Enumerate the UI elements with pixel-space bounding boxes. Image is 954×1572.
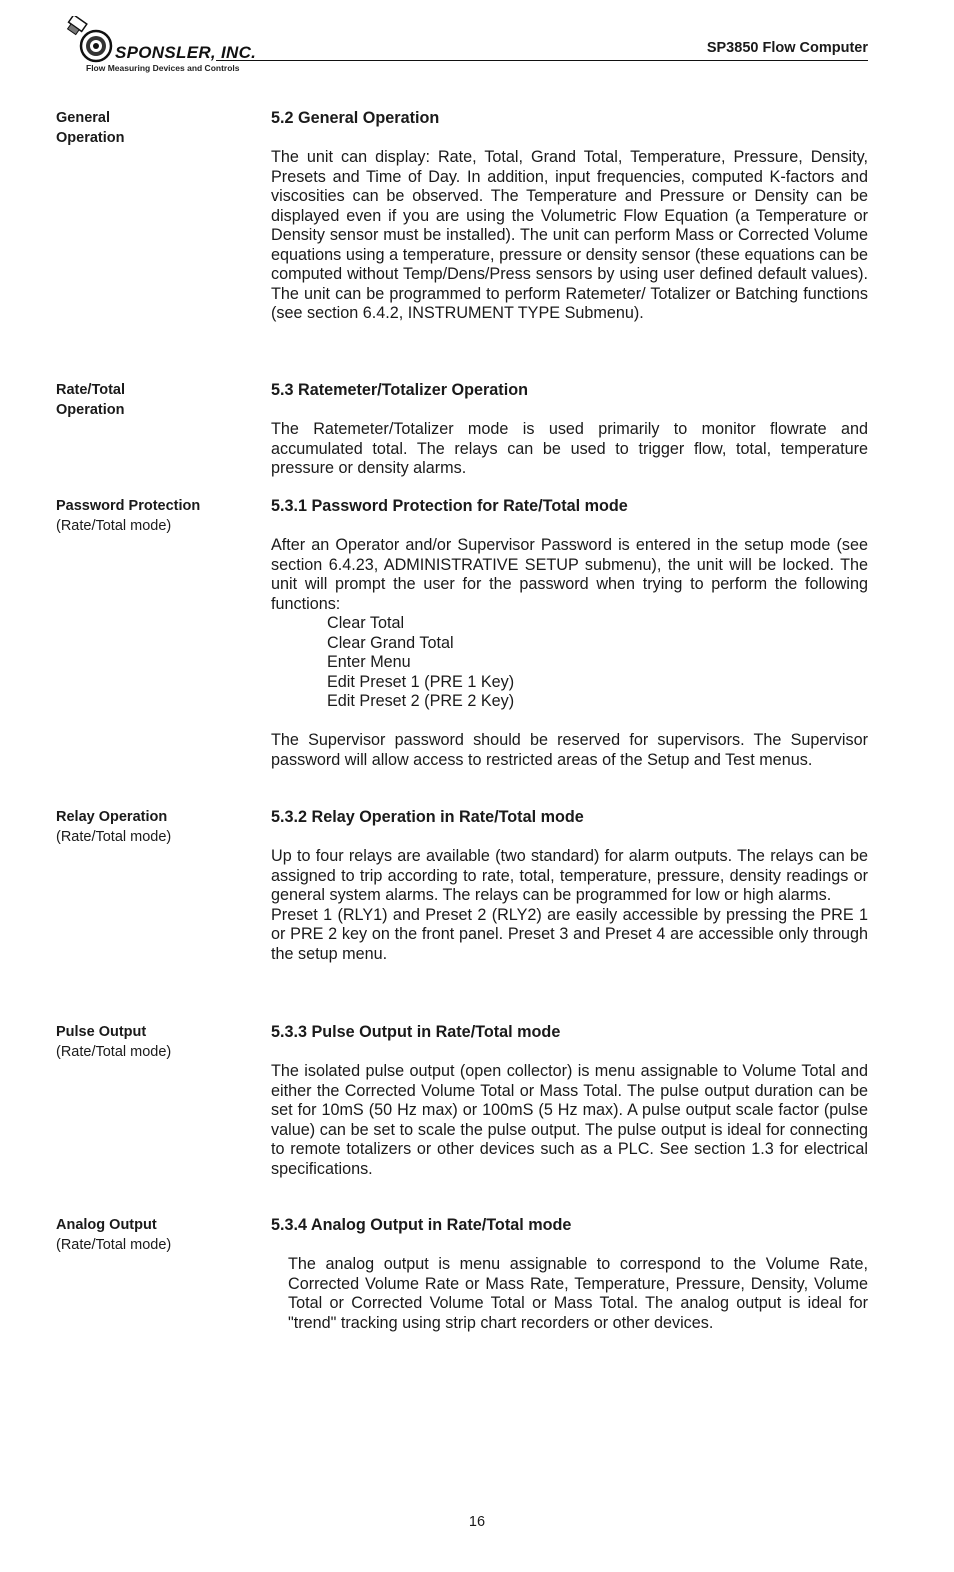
side-subtitle: (Rate/Total mode) [56, 1043, 172, 1060]
section-heading: 5.3.3 Pulse Output in Rate/Total mode [271, 1023, 561, 1041]
side-label [56, 1216, 256, 1255]
header-rule [216, 60, 868, 61]
function-list [271, 614, 868, 712]
paragraph: The isolated pulse output (open collector) is menu assignable to Volume Total and either the Corrected Volume Total or Mass Total. The pulse output duration can be set for 10mS (50 Hz max) or 100mS (5 Hz max). A pulse output scale factor (pulse value) can be set to scale the pulse output. The pulse output is ideal for connecting to remote totalizers or other devices such as a PLC. See section 1.3 for electrical specifications. [271, 1062, 868, 1178]
section-body [271, 109, 868, 324]
paragraph: Up to four relays are available (two standard) for alarm outputs. The relays can be assigned to trip according to rate, total, temperature, pressure, density readings or general system alarms. The relays can be programmed for low or high alarms. [271, 847, 868, 904]
side-title: Pulse Output [56, 1024, 147, 1040]
list-item: Edit Preset 1 (PRE 1 Key) [327, 672, 515, 691]
section-body [271, 808, 868, 964]
side-title: Rate/Total [56, 382, 126, 398]
side-subtitle: (Rate/Total mode) [56, 828, 172, 845]
page-header [56, 16, 868, 76]
section-body [271, 381, 868, 479]
section-heading: 5.3 Ratemeter/Totalizer Operation [271, 381, 528, 399]
section-heading: 5.2 General Operation [271, 109, 440, 127]
company-logo [56, 16, 266, 74]
side-subtitle: (Rate/Total mode) [56, 517, 172, 534]
side-title: Analog Output [56, 1217, 157, 1233]
list-item: Clear Grand Total [327, 633, 454, 652]
paragraph: The unit can display: Rate, Total, Grand Total, Temperature, Pressure, Density, Presets and Time of Day. In addition, input frequencies, computed K-factors and viscosities can be observed. The Temperature and Pressure or Density can be displayed even if you are using the Volumetric Flow Equation (a Temperature or Density sensor must be installed). The unit can perform Mass or Corrected Volume equations using a temperature, pressure or density sensor (these equations can be computed without Temp/Dens/Press sensors by using user defined default values). The unit can be programmed to perform Ratemeter/ Totalizer or Batching functions (see section 6.4.2, INSTRUMENT TYPE Submenu). [271, 148, 868, 322]
side-title: General [56, 110, 110, 126]
section-heading: 5.3.2 Relay Operation in Rate/Total mode [271, 808, 584, 826]
list-item: Enter Menu [327, 653, 411, 671]
document-title: SP3850 Flow Computer [706, 40, 868, 56]
page-number: 16 [468, 1514, 486, 1530]
side-label [56, 808, 256, 847]
side-subtitle: (Rate/Total mode) [56, 1236, 172, 1253]
side-label [56, 109, 256, 148]
section-body [271, 497, 868, 770]
side-label [56, 497, 256, 536]
company-name: SPONSLER, INC. [115, 43, 257, 62]
side-title: Operation [56, 401, 125, 418]
list-item: Clear Total [327, 614, 405, 632]
section-heading: 5.3.1 Password Protection for Rate/Total mode [271, 497, 628, 515]
side-label [56, 381, 256, 420]
section-heading: 5.3.4 Analog Output in Rate/Total mode [271, 1216, 572, 1234]
list-item: Edit Preset 2 (PRE 2 Key) [327, 692, 515, 710]
paragraph: The Supervisor password should be reserved for supervisors. The Supervisor password will allow access to restricted areas of the Setup and Test menus. [271, 731, 868, 769]
section-body [271, 1216, 868, 1333]
side-title: Relay Operation [56, 809, 168, 825]
company-tagline: Flow Measuring Devices and Controls [86, 63, 240, 73]
paragraph: Preset 1 (RLY1) and Preset 2 (RLY2) are easily accessible by pressing the PRE 1 or PRE 2 key on the front panel. Preset 3 and Preset 4 are accessible only through the setup menu. [271, 905, 868, 963]
side-label [56, 1023, 256, 1062]
side-title: Operation [56, 129, 125, 146]
paragraph: After an Operator and/or Supervisor Password is entered in the setup mode (see section 6.4.23, ADMINISTRATIVE SETUP submenu), the unit will be locked. The unit will prompt the user for the password when trying to perform the following functions: [271, 536, 868, 613]
flowmeter-logo-icon [56, 16, 120, 66]
side-title: Password Protection [56, 498, 201, 514]
paragraph: The analog output is menu assignable to correspond to the Volume Rate, Corrected Volume Rate or Mass Rate, Temperature, Pressure, Density, Volume Total or Corrected Volume Total or Mass Total. The analog output is ideal for "trend" tracking using strip chart recorders or other devices. [288, 1255, 868, 1332]
section-body [271, 1023, 868, 1179]
paragraph: The Ratemeter/Totalizer mode is used primarily to monitor flowrate and accumulated total. The relays can be used to trigger flow, total, temperature pressure or density alarms. [271, 420, 868, 477]
